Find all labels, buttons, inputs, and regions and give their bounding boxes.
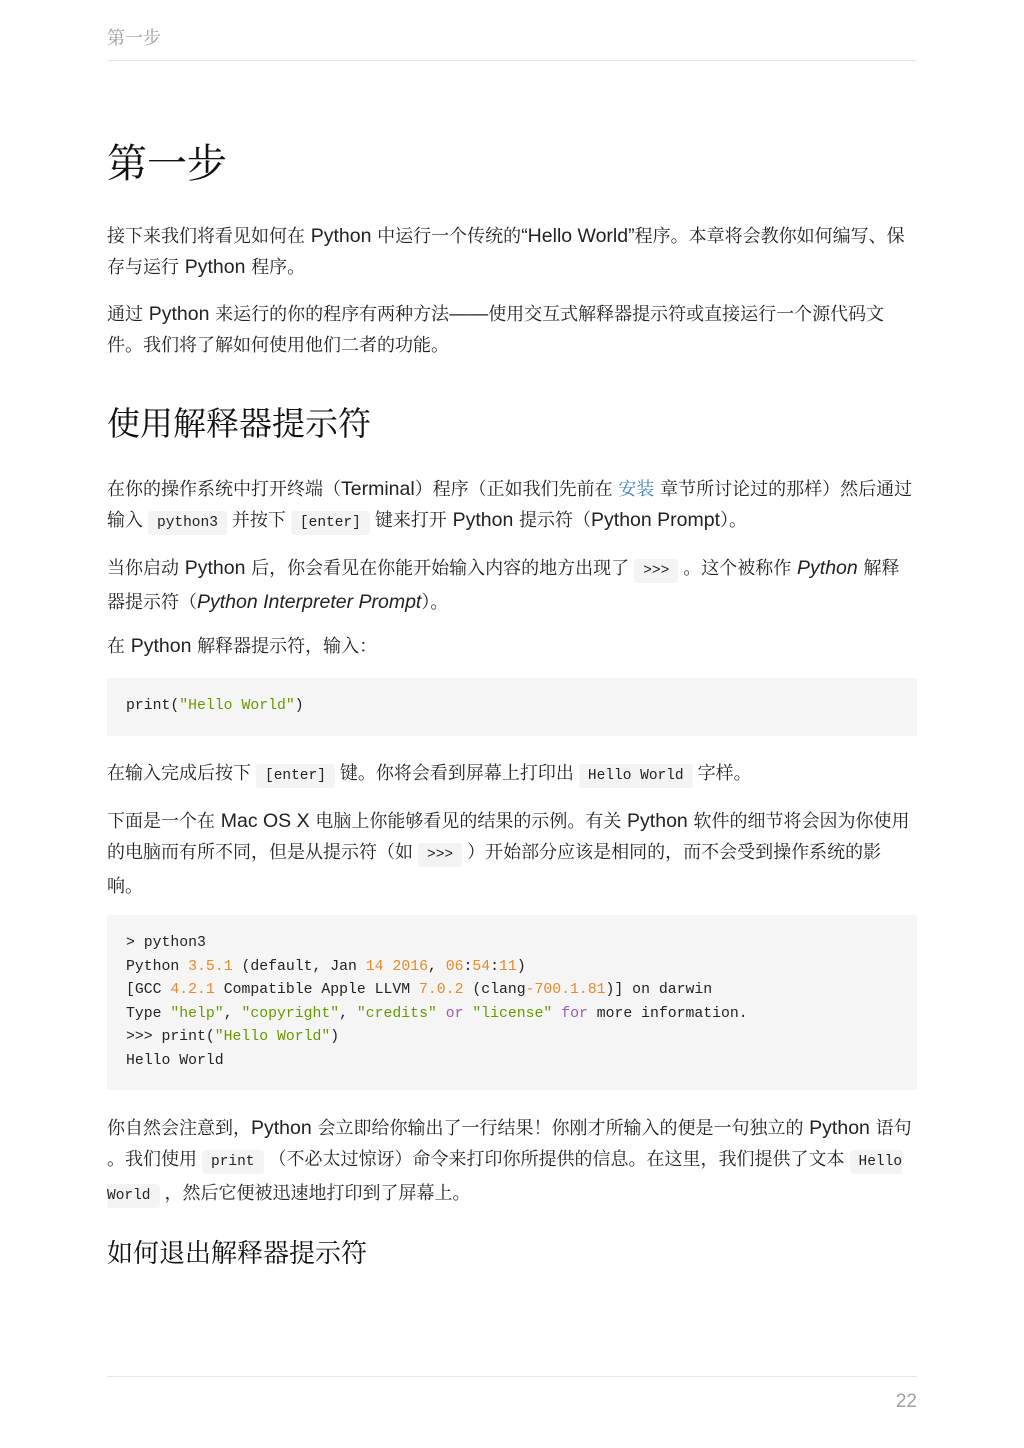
code-block-terminal-session xyxy=(107,915,917,1090)
inline-code-enter-2: [enter] xyxy=(256,764,335,788)
section-heading-prompt: 使用解释器提示符 xyxy=(107,404,371,443)
code-line: Hello World xyxy=(126,1052,224,1069)
inline-code-prompt-2: >>> xyxy=(418,843,462,867)
intro-paragraph-1: 接下来我们将看见如何在 Python 中运行一个传统的“Hello World”程序。本章将会教你如何编写、保存与运行 Python 程序。 xyxy=(107,225,905,278)
footer-divider xyxy=(107,1376,917,1377)
running-header: 第一步 xyxy=(107,28,161,49)
inline-code-hello-world-2: Hello World xyxy=(107,1150,902,1208)
inline-code-print: print xyxy=(202,1150,264,1174)
prompt-paragraph-4: 在输入完成后按下 [enter] 键。你将会看到屏幕上打印出 Hello World 字样。 xyxy=(107,758,917,792)
code-line: Type "help", "copyright", "credits" or "license" for more information. xyxy=(126,1005,748,1022)
header-divider xyxy=(107,60,917,61)
document-page xyxy=(107,0,917,1448)
inline-code-enter: [enter] xyxy=(291,511,370,535)
page-title: 第一步 xyxy=(107,141,227,187)
inline-code-python3: python3 xyxy=(148,511,227,535)
code-line: [GCC 4.2.1 Compatible Apple LLVM 7.0.2 (clang-700.1.81)] on darwin xyxy=(126,982,713,999)
code-line: > python3 xyxy=(126,935,206,951)
prompt-paragraph-5: 下面是一个在 Mac OS X 电脑上你能够看见的结果的示例。有关 Python 软件的细节将会因为你使用的电脑而有所不同，但是从提示符（如 >>> ）开始部分应该是相同的，而不会受到操作系统的影响。 xyxy=(107,810,910,897)
prompt-paragraph-1: 在你的操作系统中打开终端（Terminal）程序（正如我们先前在 安装 章节所讨论过的那样）然后通过输入 python3 并按下 [enter] 键来打开 Python 提示符（Python Prompt）。 xyxy=(107,474,917,539)
intro-paragraph-2: 通过 Python 来运行的你的程序有两种方法——使用交互式解释器提示符或直接运行一个源代码文件。我们将了解如何使用他们二者的功能。 xyxy=(107,303,885,356)
prompt-paragraph-3: 在 Python 解释器提示符，输入： xyxy=(107,635,378,657)
prompt-paragraph-6: 你自然会注意到，Python 会立即给你输出了一行结果！你刚才所输入的便是一句独立的 Python 语句 。我们使用 print （不必太过惊讶）命令来打印你所提供的信息。在这里，我们提供了文本 Hello World ，然后它便被迅速地打印到了屏幕上。 xyxy=(107,1113,917,1212)
section-heading-exit: 如何退出解释器提示符 xyxy=(107,1239,368,1269)
code-line: Python 3.5.1 (default, Jan 14 2016, 06:54:11) xyxy=(126,958,526,975)
install-chapter-link[interactable]: 安装 xyxy=(618,479,655,500)
inline-code-hello-world: Hello World xyxy=(579,764,693,788)
page-number: 22 xyxy=(895,1391,917,1412)
inline-code-prompt: >>> xyxy=(634,559,678,583)
prompt-paragraph-2: 当你启动 Python 后，你会看见在你能开始输入内容的地方出现了 >>> 。这个被称作 Python 解释器提示符（Python Interpreter Prompt）。 xyxy=(107,557,900,613)
code-block-print: print("Hello World") xyxy=(107,678,917,736)
code-line: >>> print("Hello World") xyxy=(126,1029,340,1046)
